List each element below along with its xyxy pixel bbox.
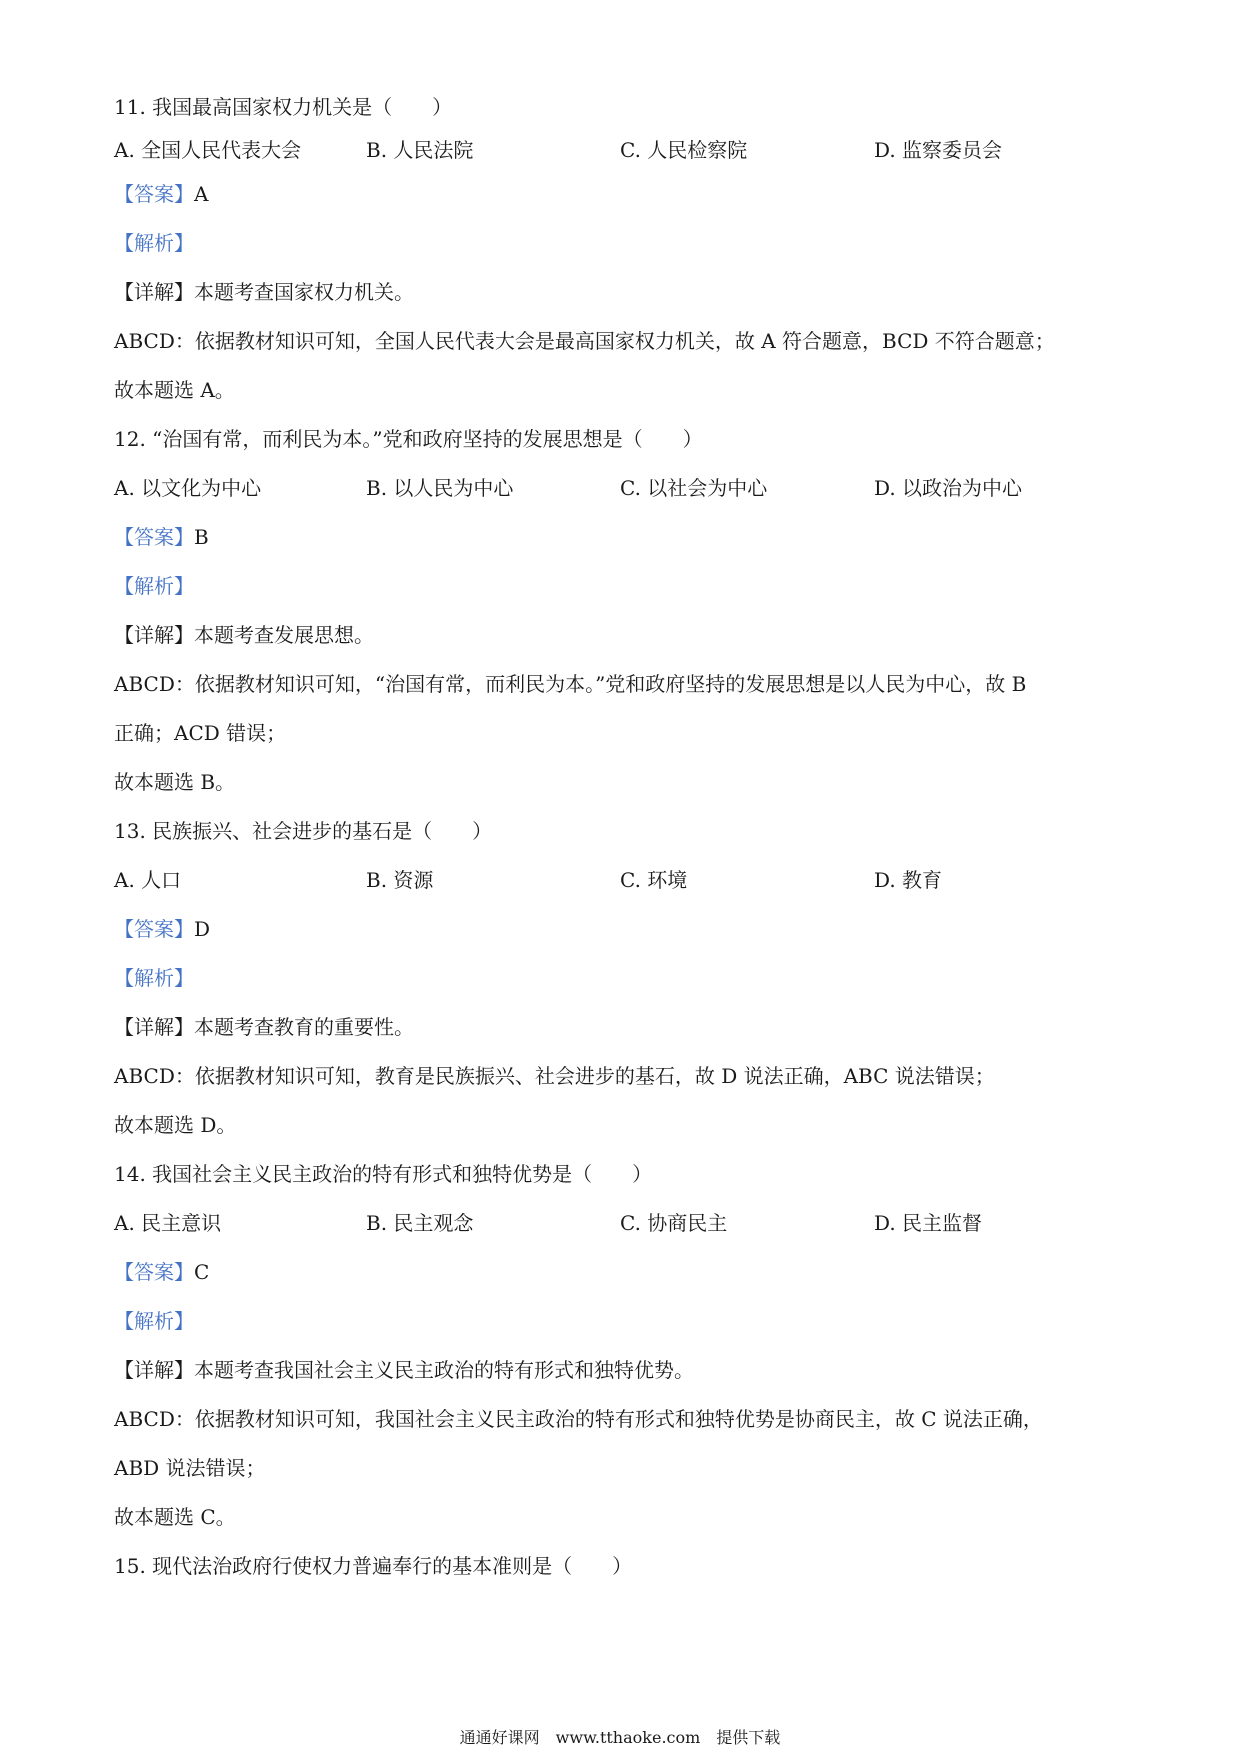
option-a: A. 人口 [114, 868, 182, 892]
answer-value: B [194, 525, 209, 549]
option-a: A. 民主意识 [114, 1211, 222, 1235]
answer-value: C [194, 1260, 210, 1284]
question-14-stem: 14. 我国社会主义民主政治的特有形式和独特优势是（ ） [114, 1162, 653, 1186]
question-12-options [114, 474, 1114, 502]
answer-label: 【答案】 [114, 917, 194, 941]
answer-line [114, 1258, 209, 1286]
option-c: C. 协商民主 [620, 1211, 728, 1235]
conclusion-line: 故本题选 B。 [114, 770, 236, 794]
option-a: A. 全国人民代表大会 [114, 138, 302, 162]
question-11-stem: 11. 我国最高国家权力机关是（ ） [114, 95, 453, 119]
question-14-options [114, 1209, 1114, 1237]
explanation-line: ABCD：依据教材知识可知，“治国有常，而利民为本。”党和政府坚持的发展思想是以人民为中心，故 B [114, 672, 1027, 696]
answer-line [114, 915, 210, 943]
option-a: A. 以文化为中心 [114, 476, 262, 500]
answer-label: 【答案】 [114, 1260, 194, 1284]
option-c: C. 环境 [620, 868, 688, 892]
answer-line [114, 180, 208, 208]
answer-label: 【答案】 [114, 525, 194, 549]
analysis-label: 【解析】 [114, 1309, 194, 1333]
detail-line: 【详解】本题考查教育的重要性。 [114, 1015, 414, 1039]
option-d: D. 民主监督 [874, 1211, 983, 1235]
option-d: D. 监察委员会 [874, 138, 1003, 162]
explanation-line: 正确；ACD 错误； [114, 721, 287, 745]
detail-line: 【详解】本题考查国家权力机关。 [114, 280, 414, 304]
option-d: D. 教育 [874, 868, 943, 892]
analysis-label: 【解析】 [114, 966, 194, 990]
option-b: B. 资源 [366, 868, 434, 892]
answer-value: A [194, 182, 209, 206]
explanation-line: ABCD：依据教材知识可知，我国社会主义民主政治的特有形式和独特优势是协商民主，故 C 说法正确， [114, 1407, 1043, 1431]
question-15-stem: 15. 现代法治政府行使权力普遍奉行的基本准则是（ ） [114, 1554, 633, 1578]
option-c: C. 以社会为中心 [620, 476, 768, 500]
detail-line: 【详解】本题考查发展思想。 [114, 623, 374, 647]
option-b: B. 以人民为中心 [366, 476, 514, 500]
analysis-label: 【解析】 [114, 231, 194, 255]
answer-line [114, 523, 209, 551]
explanation-line: ABD 说法错误； [114, 1456, 266, 1480]
explanation-line: ABCD：依据教材知识可知，全国人民代表大会是最高国家权力机关，故 A 符合题意，BCD 不符合题意； [114, 329, 1055, 353]
conclusion-line: 故本题选 A。 [114, 378, 235, 402]
answer-label: 【答案】 [114, 182, 194, 206]
question-12-stem: 12. “治国有常，而利民为本。”党和政府坚持的发展思想是（ ） [114, 427, 703, 451]
answer-value: D [194, 917, 211, 941]
conclusion-line: 故本题选 D。 [114, 1113, 237, 1137]
detail-line: 【详解】本题考查我国社会主义民主政治的特有形式和独特优势。 [114, 1358, 694, 1382]
option-b: B. 人民法院 [366, 138, 474, 162]
option-c: C. 人民检察院 [620, 138, 748, 162]
analysis-label: 【解析】 [114, 574, 194, 598]
question-11-options [114, 136, 1114, 164]
conclusion-line: 故本题选 C。 [114, 1505, 236, 1529]
question-13-options [114, 866, 1114, 894]
page-footer: 通通好课网 www.tthaoke.com 提供下载 [459, 1728, 781, 1747]
option-b: B. 民主观念 [366, 1211, 474, 1235]
explanation-line: ABCD：依据教材知识可知，教育是民族振兴、社会进步的基石，故 D 说法正确，ABC 说法错误； [114, 1064, 995, 1088]
question-13-stem: 13. 民族振兴、社会进步的基石是（ ） [114, 819, 493, 843]
option-d: D. 以政治为中心 [874, 476, 1023, 500]
